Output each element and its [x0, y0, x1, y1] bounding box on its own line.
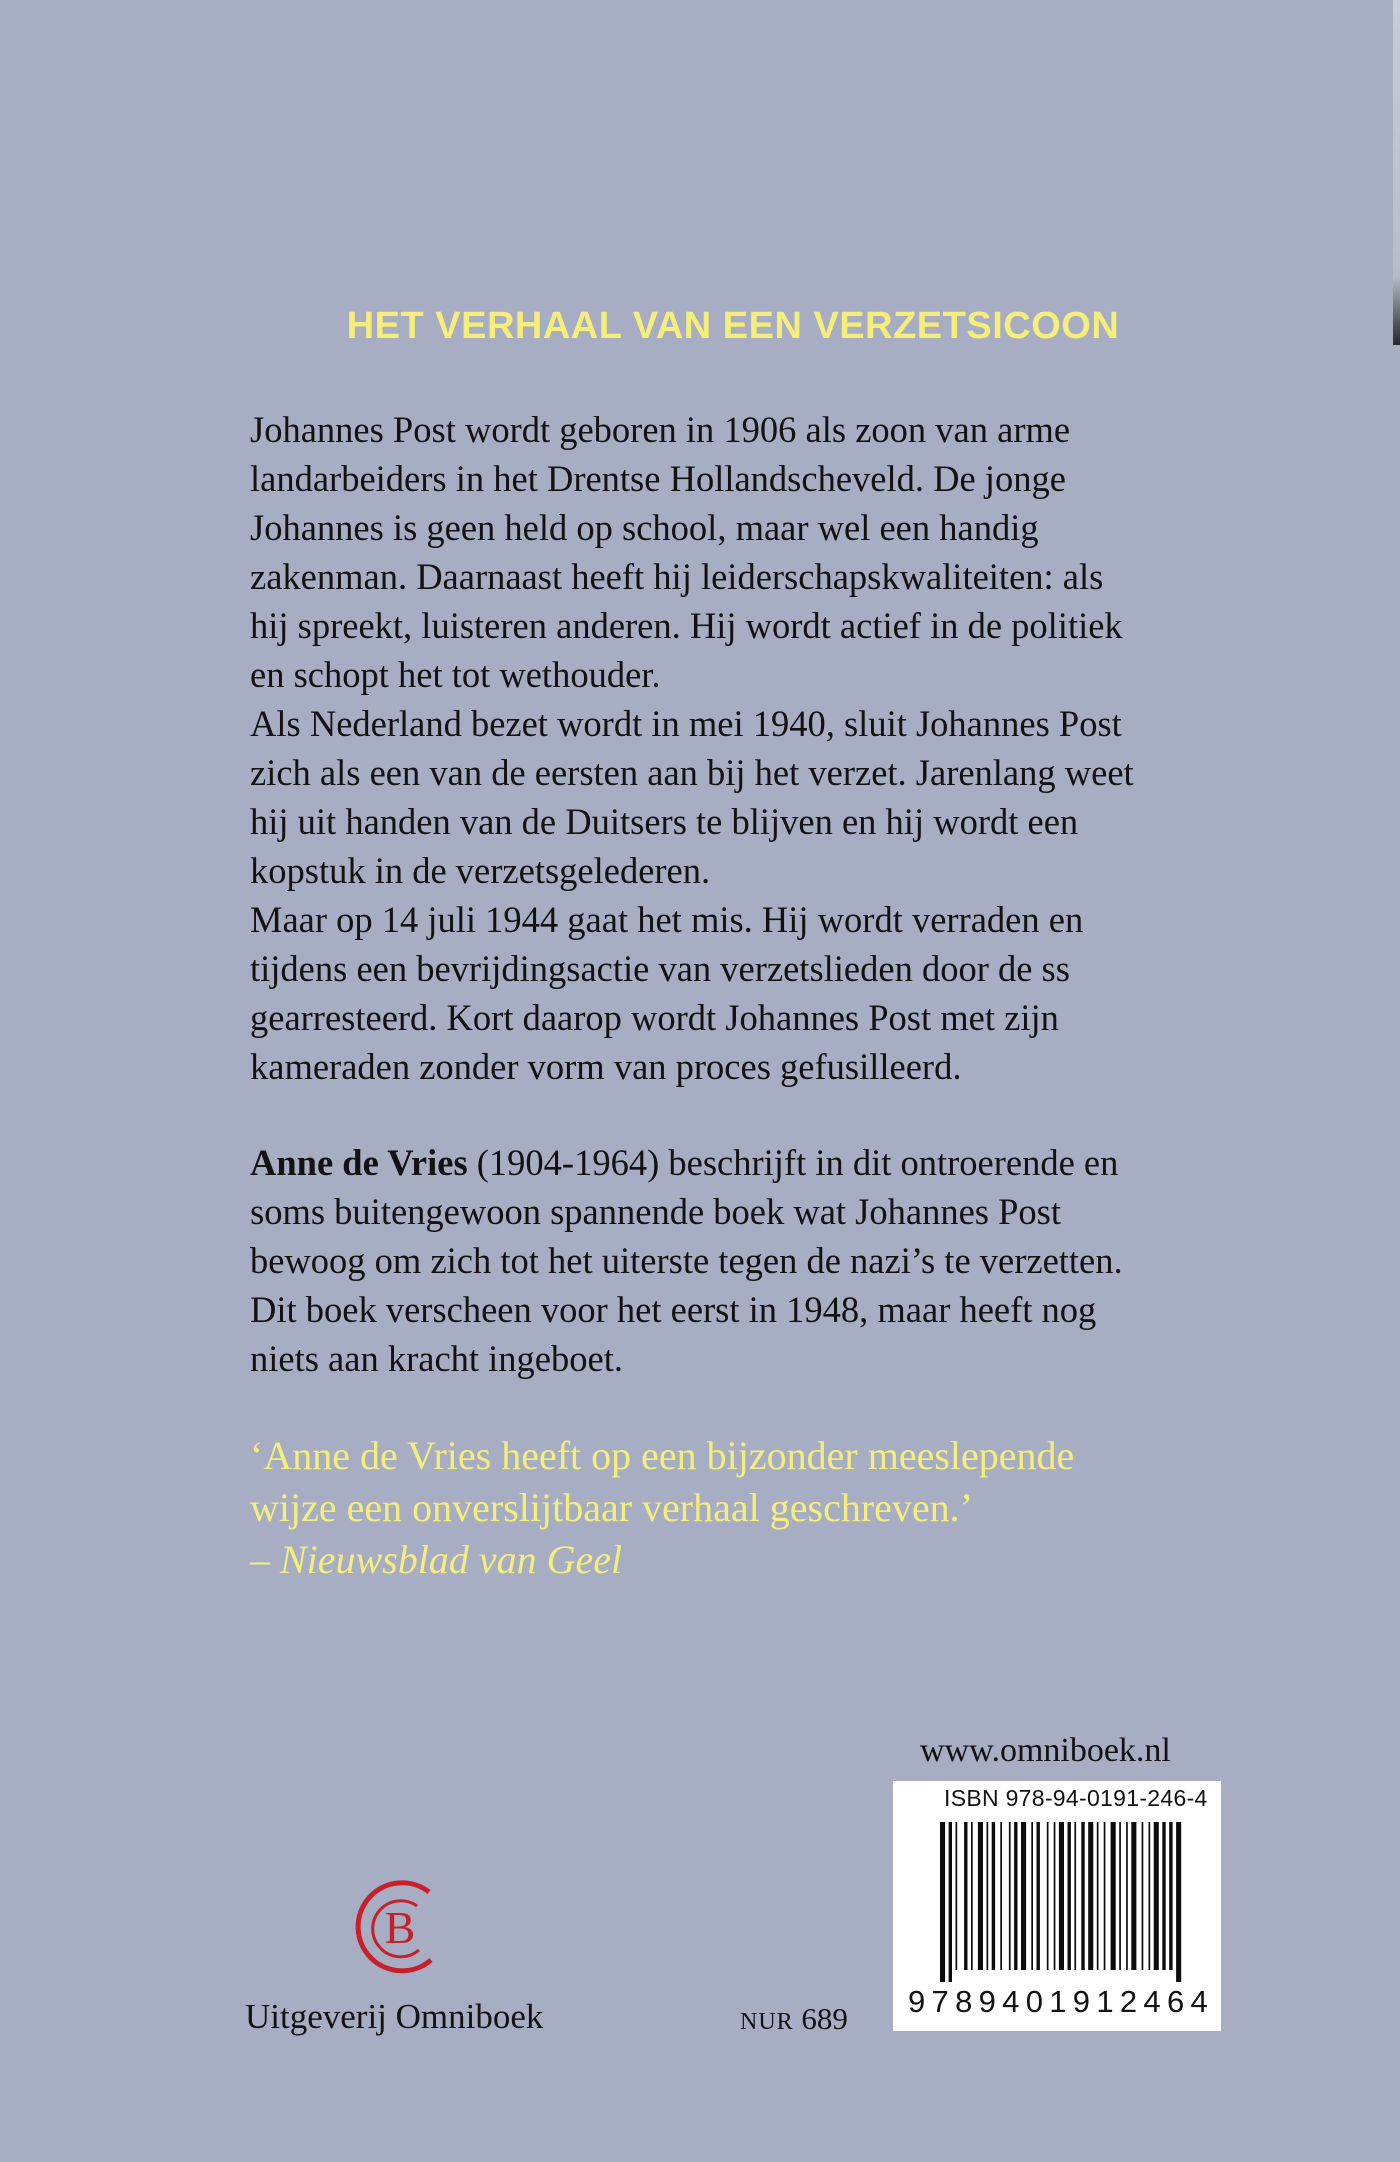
blurb-line: Maar op 14 juli 1944 gaat het mis. Hij wordt verraden en — [250, 899, 1084, 940]
barcode-bar — [992, 1822, 995, 1970]
blurb-line: hij uit handen van de Duitsers te blijven en hij wordt een — [250, 801, 1079, 842]
barcode-bar — [1169, 1822, 1172, 1970]
barcode-bar — [1097, 1822, 1099, 1970]
barcode-icon — [938, 1822, 1188, 1982]
barcode-bar — [1047, 1822, 1049, 1970]
nur-number: 689 — [793, 2001, 848, 2036]
publisher-name: Uitgeverij Omniboek — [245, 1997, 544, 2036]
quote-source: – Nieuwsblad van Geel — [250, 1537, 623, 1582]
blurb-line: Als Nederland bezet wordt in mei 1940, sluit Johannes Post — [250, 703, 1122, 744]
blurb-text — [250, 405, 1260, 1091]
barcode-bar — [949, 1822, 952, 1982]
blurb-line: en schopt het tot wethouder. — [250, 654, 661, 695]
blurb-line: zich als een van de eersten aan bij het verzet. Jarenlang weet — [250, 752, 1134, 793]
author-paragraph — [250, 1138, 1260, 1383]
barcode-bar — [1162, 1822, 1165, 1970]
barcode-bar — [956, 1822, 958, 1970]
barcode-bar — [964, 1822, 967, 1970]
nur-label: NUR — [740, 2009, 794, 2035]
barcode-bar — [1054, 1822, 1056, 1970]
author-name: Anne de Vries — [250, 1142, 468, 1183]
barcode-bar — [1059, 1822, 1064, 1970]
blurb-line: tijdens een bevrijdingsactie van verzetslieden door de ss — [250, 948, 1070, 989]
blurb-line: Johannes Post wordt geboren in 1906 als zoon van arme — [250, 409, 1071, 450]
barcode-bar — [1111, 1822, 1116, 1970]
barcode-bar — [1142, 1822, 1144, 1970]
author-line: bewoog om zich tot het uiterste tegen de nazi’s te verzetten. — [250, 1240, 1123, 1281]
blurb-line: landarbeiders in het Drentse Hollandscheveld. De jonge — [250, 458, 1066, 499]
cover-edge-strip — [1393, 0, 1400, 345]
blurb-line: kameraden zonder vorm van proces gefusilleerd. — [250, 1046, 962, 1087]
barcode-bar — [1074, 1822, 1076, 1970]
author-first-line-rest: (1904-1964) beschrijft in dit ontroerende en — [467, 1142, 1119, 1183]
barcode-bar — [940, 1822, 945, 1982]
barcode-bar — [1176, 1822, 1181, 1982]
blurb-line: zakenman. Daarnaast heeft hij leiderschapskwaliteiten: als — [250, 556, 1104, 597]
blurb-line: kopstuk in de verzetsgelederen. — [250, 850, 711, 891]
barcode-bar — [1014, 1822, 1017, 1970]
barcode-bar — [971, 1822, 973, 1970]
author-line: niets aan kracht ingeboet. — [250, 1338, 623, 1379]
publisher-website: www.omniboek.nl — [920, 1732, 1171, 1769]
barcode-bar — [1081, 1822, 1084, 1970]
barcode-bar — [1149, 1822, 1151, 1970]
barcode-bar — [1037, 1822, 1040, 1970]
barcode-digits: 9789401912464 — [908, 1984, 1215, 2019]
barcode-bar — [1021, 1822, 1026, 1970]
author-line-first — [250, 1138, 1260, 1187]
author-line: Dit boek verscheen voor het eerst in 1948, maar heeft nog — [250, 1289, 1097, 1330]
cover-heading: HET VERHAAL VAN EEN VERZETSICOON — [346, 305, 1120, 347]
barcode-bar — [1068, 1822, 1071, 1970]
barcode-bar — [1119, 1822, 1121, 1970]
blurb-line: Johannes is geen held op school, maar wel een handig — [250, 507, 1039, 548]
quote-line: ‘Anne de Vries heeft op een bijzonder meeslepende — [250, 1433, 1075, 1478]
review-quote — [250, 1430, 1260, 1586]
quote-line: wijze een onverslijtbaar verhaal geschreven.’ — [250, 1485, 973, 1530]
barcode-bar — [1000, 1822, 1002, 1970]
blurb-line: hij spreekt, luisteren anderen. Hij wordt actief in de politiek — [250, 605, 1123, 646]
logo-letter: B — [384, 1902, 416, 1953]
barcode-bar — [1131, 1822, 1136, 1970]
barcode-bar — [1088, 1822, 1093, 1970]
barcode-bar — [1009, 1822, 1011, 1970]
barcode-bar — [987, 1822, 989, 1970]
blurb-line: gearresteerd. Kort daarop wordt Johannes Post met zijn — [250, 997, 1059, 1038]
omniboek-logo-icon — [345, 1872, 455, 1982]
barcode-bar — [1154, 1822, 1159, 1970]
barcode-bar — [1031, 1822, 1033, 1970]
barcode-bar — [1104, 1822, 1106, 1970]
barcode-bar — [978, 1822, 983, 1970]
author-line: soms buitengewoon spannende boek wat Johannes Post — [250, 1191, 1062, 1232]
barcode-bar — [1126, 1822, 1128, 1970]
isbn-label: ISBN 978-94-0191-246-4 — [944, 1785, 1208, 1811]
nur-code — [740, 2001, 848, 2037]
